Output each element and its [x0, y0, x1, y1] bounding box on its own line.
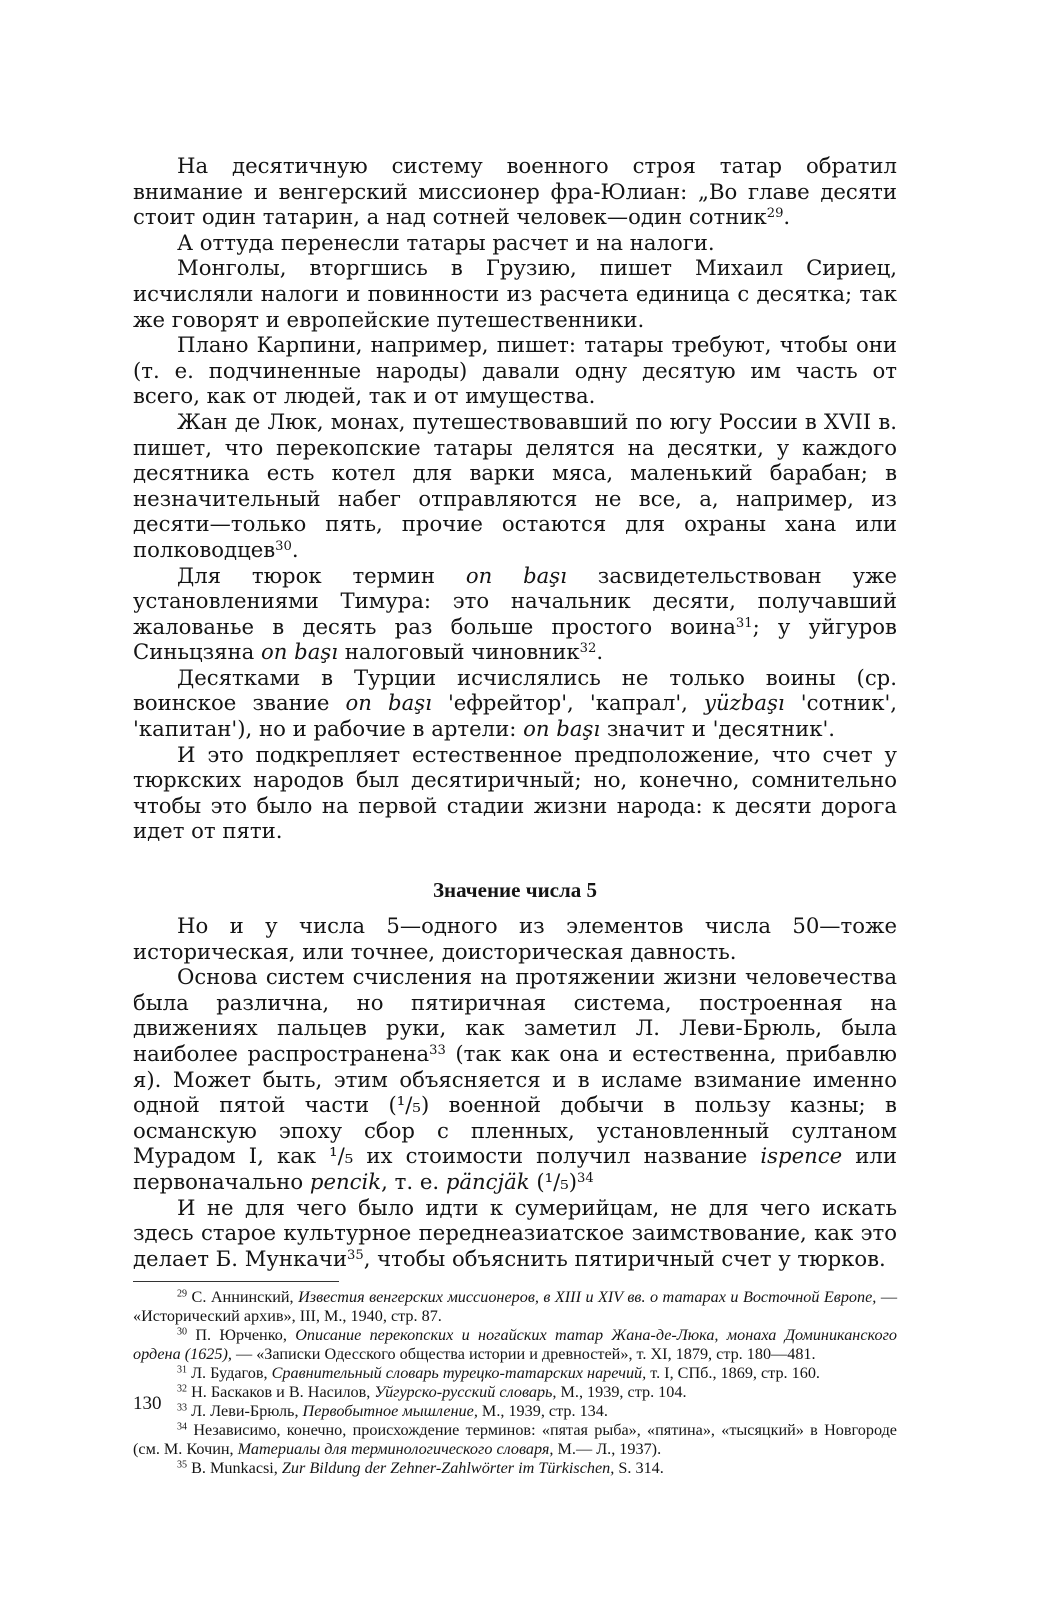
page-number: 130 [133, 1393, 162, 1414]
footnote-ref-31[interactable]: 31 [735, 615, 753, 631]
footnote-30: $^{30}$ П. Юрченко, Описание перекопских и ногайских татар Жана-де-Люка, монаха Доминиканского ордена (1625), — «Записки Одесского общества истории и древностей», т. XI, 1879, стр. 180—481. [133, 1326, 897, 1364]
footnote-34: $^{34}$ Независимо, конечно, происхождение терминов: «пятая рыба», «пятина», «тысяцкий» в Новгороде (см. М. Кочин, Материалы для терминологического словаря, М.— Л., 1937). [133, 1420, 897, 1458]
footnote-35: $^{35}$ B. Munkacsi, Zur Bildung der Zehner-Zahlwörter im Türkischen, S. 314. [177, 1458, 664, 1477]
footnote-29: $^{29}$ С. Аннинский, Известия венгерских миссионеров, в XIII и XIV вв. о татарах и Восточной Европе, — «Исторический архив», III, М., 1940, стр. 87. [133, 1288, 898, 1326]
term-on-basi: on başı [465, 562, 567, 588]
paragraph-4: Плано Карпини, например, пишет: татары требуют, чтобы они (т. е. подчиненные народы) давали одну десятую им часть от всего, как от людей, так и от имущества. [133, 332, 897, 409]
paragraph-1: На десятичную систему военного строя татар обратил внимание и венгерский миссионер фра-Юлиан: „Во главе десяти стоит один татарин, а над сотней человек—один сотник$^{29}$. [133, 153, 897, 230]
footnote-ref-32[interactable]: 32 [579, 641, 597, 657]
term-yuzbasi: yüzbaşı [704, 690, 785, 716]
footnote-ref-34[interactable]: 34 [577, 1170, 594, 1186]
fraction: ¹/₅ [544, 1168, 569, 1194]
footnote-ref-30[interactable]: 30 [275, 538, 292, 554]
term-ispence: ispence [760, 1143, 843, 1169]
footnote-31: $^{31}$ Л. Будагов, Сравнительный словарь турецко-татарских наречий, т. I, СПб., 1869, стр. 160. [177, 1363, 820, 1382]
paragraph-6: Для тюрок термин on başı засвидетельствован уже установлениями Тимура: это начальник десяти, получавший жалованье в десять раз больше простого воина$^{31}$; у уйгуров Синьцзяна on başı налоговый чиновник$^{32}$. [133, 562, 898, 665]
paragraph-5: Жан де Люк, монах, путешествовавший по югу России в XVII в. пишет, что перекопские татары делятся на десятки, у каждого десятника есть котел для варки мяса, маленький барабан; в незначительный набег отправляются не все, а, например, из десяти—только пять, прочие остаются для охраны хана или полководцев$^{30}$. [133, 408, 897, 562]
paragraph-11: И не для чего было идти к сумерийцам, не для чего искать здесь старое культурное переднеазиатское заимствование, как это делает Б. Мункачи$^{35}$, чтобы объяснить пятиричный счет у тюрков. [133, 1194, 897, 1271]
paragraph-7: Десятками в Турции исчислялись не только воины (ср. воинское звание on başı 'ефрейтор', 'капрал', yüzbaşı 'сотник', 'капитан'), но и рабочие в артели: on başı значит и 'десятник'. [133, 664, 898, 742]
footnote-ref-35[interactable]: 35 [347, 1247, 364, 1263]
footnote-32: $^{32}$ Н. Баскаков и В. Насилов, Уйгурско-русский словарь, М., 1939, стр. 104. [177, 1382, 687, 1401]
term-pencik: pencik [309, 1168, 382, 1194]
term-on-basi: on başı [261, 639, 339, 665]
term-on-basi: on başı [523, 716, 601, 742]
paragraph-8: И это подкрепляет естественное предположение, что счет у тюркских народов был десятиричный; но, конечно, сомнительно чтобы это было на первой стадии жизни народа: к десяти дорога идет от пяти. [133, 741, 897, 844]
paragraph-10: Основа систем счисления на протяжении жизни человечества была различна, но пятиричная система, построенная на движениях пальцев руки, как заметил Л. Леви-Брюль, была наиболее распространена$^{33}$ (так как она и естественна, прибавлю я). Может быть, этим объясняется и в исламе взимание именно одной пятой части (¹/₅) военной добычи в пользу казны; в османскую эпоху сбор с пленных, установленный султаном Мурадом I, как ¹/₅ их стоимости получил название ispence или первоначально pencik, т. е. päncjäk $(^1/_5)^{34}$ [133, 964, 898, 1194]
term-on-basi: on başı [345, 690, 432, 716]
paragraph-9: Но и у числа 5—одного из элементов числа 50—тоже историческая, или точнее, доисторическая давность. [133, 913, 897, 964]
footnote-ref-29[interactable]: 29 [766, 205, 784, 221]
paragraph-3: Монголы, вторгшись в Грузию, пишет Михаил Сириец, исчисляли налоги и повинности из расчета единица с десятка; так же говорят и европейские путешественники. [133, 255, 897, 332]
fraction: ¹/₅ [396, 1092, 421, 1118]
paragraph-2: А оттуда перенесли татары расчет и на налоги. [177, 229, 715, 255]
section-heading: Значение числа 5 [432, 878, 598, 903]
footnote-divider [133, 1281, 339, 1282]
footnote-33: $^{33}$ Л. Леви-Брюль, Первобытное мышление, М., 1939, стр. 134. [177, 1401, 608, 1420]
footnote-ref-33[interactable]: 33 [429, 1042, 446, 1058]
fraction: ¹/₅ [329, 1143, 354, 1169]
term-pancjak: päncjäk [445, 1168, 530, 1194]
page-body [133, 153, 897, 1477]
